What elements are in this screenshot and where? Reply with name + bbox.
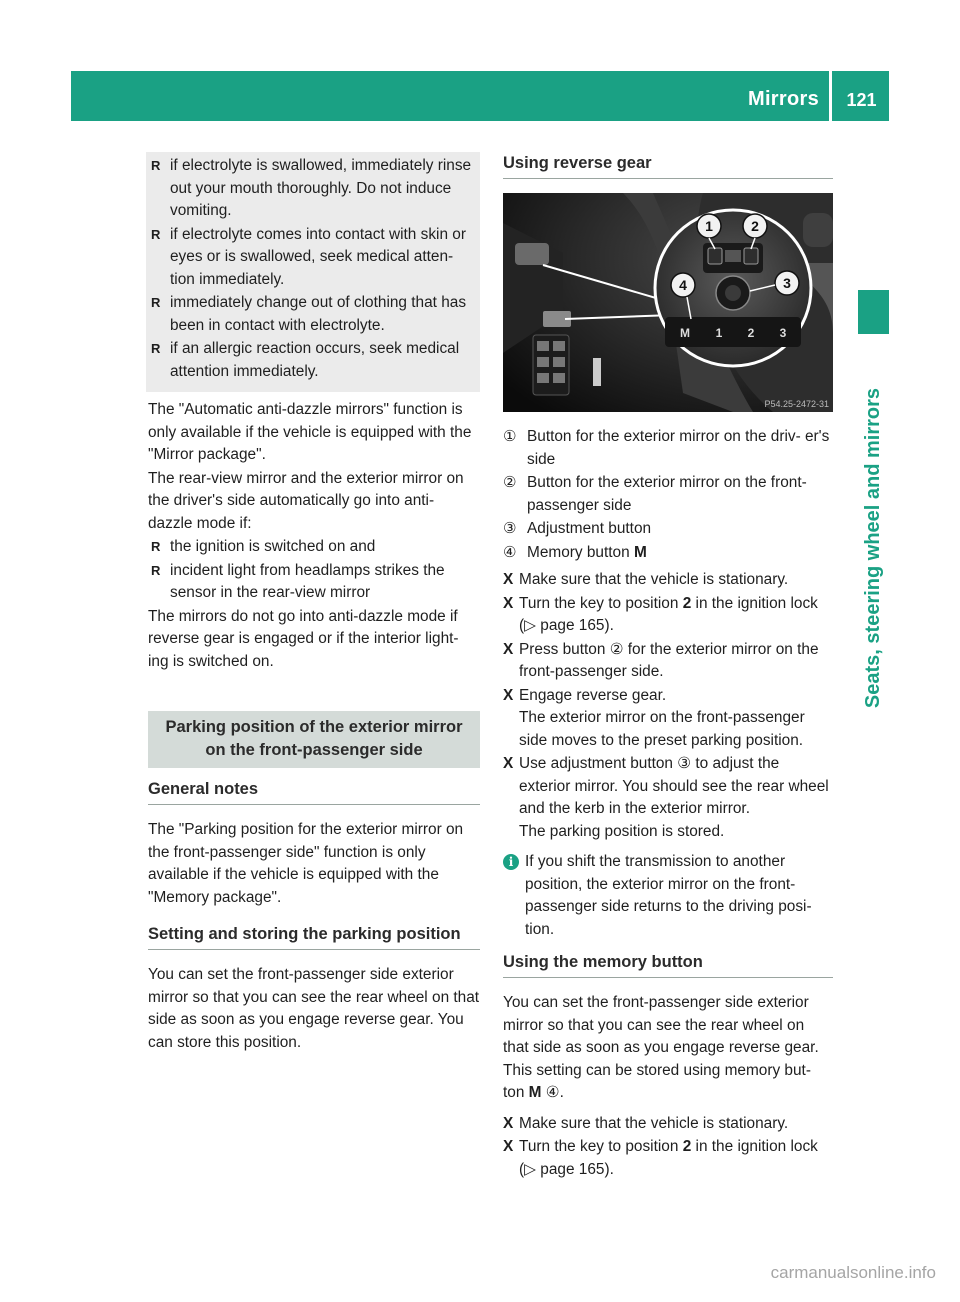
subheading-reverse-gear: Using reverse gear	[503, 152, 833, 179]
condition-item: R incident light from headlamps strikes the sensor in the rear-view mirror	[148, 560, 480, 605]
info-icon: i	[503, 854, 519, 870]
instruction-step: X Make sure that the vehicle is stationary.	[503, 569, 833, 592]
paragraph: The "Automatic anti-dazzle mirrors" function is only available if the vehicle is equipped with the "Mirror package".	[148, 401, 472, 463]
header-separator	[829, 71, 832, 121]
circled-number-icon: ③	[503, 520, 517, 537]
circled-number-icon: ②	[503, 474, 517, 491]
paragraph: The rear-view mirror and the exterior mirror on the driver's side automatically go into anti- dazzle mode if:	[148, 469, 464, 532]
circled-number-icon: ①	[503, 428, 517, 445]
legend-item: ③ Adjustment button	[503, 518, 833, 541]
step-marker-icon: X	[503, 640, 514, 658]
page-reference-link[interactable]: page 165).	[535, 617, 614, 634]
preset-button-label: 2	[747, 326, 755, 340]
paragraph: The mirrors do not go into anti-dazzle mode if reverse gear is engaged or if the interior light- ing is switched on.	[148, 607, 459, 670]
instruction-step: X Turn the key to position 2 in the ignition lock (▷ page 165).	[503, 1138, 818, 1178]
step-marker-icon: X	[503, 1114, 514, 1132]
callout-4: 4	[679, 277, 687, 293]
subheading-setting: Setting and storing the parking position	[148, 923, 480, 950]
page-number: 121	[846, 90, 877, 110]
callout-3: 3	[783, 275, 791, 291]
page-ref-arrow-icon: ▷	[524, 617, 536, 634]
paragraph: You can set the front-passenger side exterior mirror so that you can see the rear wheel on that side as soon as you engage reverse gear. This setting can be stored using memory but- ton M ④.	[503, 994, 819, 1101]
step-marker-icon: X	[503, 571, 514, 588]
callout-2: 2	[751, 218, 759, 234]
step-marker-icon: X	[503, 1138, 514, 1155]
warning-item: R if an allergic reaction occurs, seek medical attention immediately.	[148, 338, 480, 383]
step-marker-icon: X	[503, 686, 514, 704]
left-column	[148, 152, 480, 1055]
subheading-general-notes: General notes	[148, 778, 480, 805]
paragraph: You can set the front-passenger side exterior mirror so that you can see the rear wheel on that side as soon as you engage reverse gear. You can store this position.	[148, 966, 480, 1051]
warning-item: R if electrolyte is swallowed, immediately rinse out your mouth thoroughly. Do not induce vomiting.	[148, 155, 480, 223]
section-title: Parking position of the exterior mirror on the front-passenger side	[148, 711, 480, 768]
subheading-memory-button: Using the memory button	[503, 951, 833, 978]
info-note: i If you shift the transmission to another position, the exterior mirror on the front- passenger side returns to the driving posi- tion.	[503, 851, 833, 941]
watermark: carmanualsonline.info	[770, 1263, 936, 1282]
legend-item: ② Button for the exterior mirror on the front- passenger side	[503, 474, 807, 514]
paragraph: The "Parking position for the exterior mirror on the front-passenger side" function is only available if the vehicle is equipped with the "Memory package".	[148, 821, 464, 906]
legend-item: ④ Memory button M	[503, 542, 833, 565]
side-tab-title: Seats, steering wheel and mirrors	[862, 387, 884, 709]
door-control-photo	[503, 193, 833, 412]
warning-box	[146, 152, 480, 392]
legend-item: ① Button for the exterior mirror on the driv- er's side	[503, 428, 830, 468]
header-bar	[71, 71, 889, 121]
memory-button-label: M	[680, 326, 690, 340]
right-column	[503, 152, 833, 1182]
instruction-step: X Use adjustment button ③ to adjust the exterior mirror. You should see the rear wheel and the kerb in the exterior mirror. The parking position is stored.	[503, 755, 829, 840]
condition-item: R the ignition is switched on and	[148, 536, 480, 559]
figure-ref-code: P54.25-2472-31	[764, 399, 829, 409]
warning-item: R if electrolyte comes into contact with skin or eyes or is swallowed, seek medical atten- tion immediately.	[148, 224, 480, 292]
instruction-step: X Make sure that the vehicle is stationary.	[503, 1113, 833, 1136]
page-ref-arrow-icon: ▷	[524, 1160, 536, 1178]
instruction-step: X Turn the key to position 2 in the ignition lock (▷ page 165).	[503, 594, 818, 634]
instruction-step: X Engage reverse gear. The exterior mirror on the front-passenger side moves to the preset parking position.	[503, 686, 805, 749]
header-title: Mirrors	[747, 88, 819, 110]
page-reference-link[interactable]: page 165).	[535, 1160, 614, 1178]
preset-button-label: 3	[779, 326, 787, 340]
callout-1: 1	[705, 218, 713, 234]
step-marker-icon: X	[503, 755, 514, 772]
step-marker-icon: X	[503, 594, 514, 612]
circled-number-icon: ④	[503, 543, 517, 561]
side-tab-marker	[858, 290, 889, 334]
preset-button-label: 1	[715, 326, 723, 340]
instruction-step: X Press button ② for the exterior mirror on the front-passenger side.	[503, 640, 819, 680]
warning-item: R immediately change out of clothing that has been in contact with electrolyte.	[148, 292, 480, 337]
